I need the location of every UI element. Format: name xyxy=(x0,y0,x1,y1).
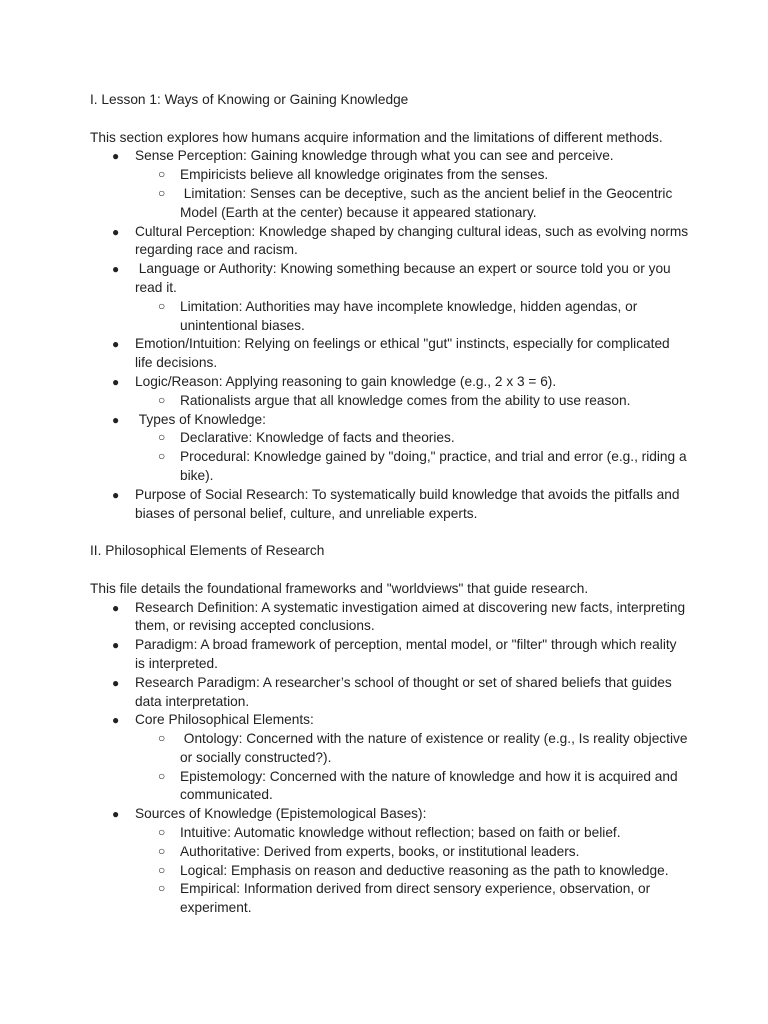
list-item xyxy=(90,147,690,222)
sub-list-item xyxy=(135,730,690,768)
list-item xyxy=(90,486,690,524)
list-item xyxy=(90,636,690,674)
list-item xyxy=(90,373,690,411)
filled-bullet-icon: ● xyxy=(112,638,120,653)
sub-list-item xyxy=(135,768,690,806)
list-item xyxy=(90,674,690,712)
sub-list-item-text: Empirical: Information derived from direct sensory experience, observation, or experiment. xyxy=(180,881,651,916)
sub-list-item-text: Empiricists believe all knowledge originates from the senses. xyxy=(180,167,549,183)
filled-bullet-icon: ● xyxy=(112,262,120,277)
sub-list-item-text: Procedural: Knowledge gained by "doing," practice, and trial and error (e.g., riding a bike). xyxy=(180,449,687,483)
filled-bullet-icon: ● xyxy=(112,600,120,615)
section-1-intro: This section explores how humans acquire information and the limitations of different methods. xyxy=(90,129,663,145)
blank-line xyxy=(90,561,690,580)
list-item-text: Purpose of Social Research: To systematically build knowledge that avoids the pitfalls and biases of personal belief, culture, and unreliable experts. xyxy=(135,486,680,521)
list-item-text: Research Paradigm: A researcher’s school of thought or set of shared beliefs that guides data interpretation. xyxy=(135,674,672,709)
filled-bullet-icon: ● xyxy=(112,337,120,352)
list-item-text: Sense Perception: Gaining knowledge through what you can see and perceive. xyxy=(135,148,614,164)
sub-list-item xyxy=(135,166,690,185)
filled-bullet-icon: ● xyxy=(112,149,120,164)
sub-list-item xyxy=(135,298,690,336)
list-item-text: Core Philosophical Elements: xyxy=(135,712,314,728)
filled-bullet-icon: ● xyxy=(112,713,120,728)
list-item-text: Paradigm: A broad framework of perception, mental model, or "filter" through which reality is interpreted. xyxy=(135,637,677,671)
hollow-bullet-icon: ○ xyxy=(158,768,166,783)
hollow-bullet-icon: ○ xyxy=(158,825,166,840)
hollow-bullet-icon: ○ xyxy=(158,862,166,877)
sub-list-item-text: Limitation: Senses can be deceptive, such as the ancient belief in the Geocentric Model (Earth at the center) because it appeared stationary. xyxy=(180,185,673,220)
section-2-intro: This file details the foundational frameworks and "worldviews" that guide research. xyxy=(90,580,589,596)
list-item xyxy=(90,411,690,486)
list-item-text: Types of Knowledge: xyxy=(135,411,266,427)
document-page xyxy=(90,91,690,918)
sub-list-item-text: Authoritative: Derived from experts, books, or institutional leaders. xyxy=(180,843,580,859)
filled-bullet-icon: ● xyxy=(112,224,120,239)
section-1-bullet-list xyxy=(90,147,690,523)
list-item-text: Research Definition: A systematic investigation aimed at discovering new facts, interpreting them, or revising accepted conclusions. xyxy=(135,599,686,634)
list-item-text: Sources of Knowledge (Epistemological Bases): xyxy=(135,806,427,822)
filled-bullet-icon: ● xyxy=(112,374,120,389)
sub-list-item-text: Intuitive: Automatic knowledge without reflection; based on faith or belief. xyxy=(180,825,621,841)
sub-list-item xyxy=(135,392,690,411)
hollow-bullet-icon: ○ xyxy=(158,843,166,858)
hollow-bullet-icon: ○ xyxy=(158,167,166,182)
filled-bullet-icon: ● xyxy=(112,807,120,822)
sub-list xyxy=(135,166,690,222)
filled-bullet-icon: ● xyxy=(112,487,120,502)
sub-list-item-text: Limitation: Authorities may have incomplete knowledge, hidden agendas, or unintentional biases. xyxy=(180,298,638,333)
blank-line xyxy=(90,110,690,129)
sub-list xyxy=(135,730,690,805)
hollow-bullet-icon: ○ xyxy=(158,430,166,445)
sub-list xyxy=(135,429,690,485)
sub-list-item xyxy=(135,429,690,448)
sub-list xyxy=(135,824,690,918)
list-item-text: Language or Authority: Knowing something because an expert or source told you or you read it. xyxy=(135,261,671,295)
hollow-bullet-icon: ○ xyxy=(158,731,166,746)
list-item xyxy=(90,599,690,637)
list-item-text: Emotion/Intuition: Relying on feelings or ethical "gut" instincts, especially for complicated life decisions. xyxy=(135,336,670,371)
section-2-heading: II. Philosophical Elements of Research xyxy=(90,543,325,559)
filled-bullet-icon: ● xyxy=(112,412,120,427)
section-2-bullet-list xyxy=(90,599,690,919)
sub-list-item xyxy=(135,824,690,843)
list-item xyxy=(90,805,690,918)
hollow-bullet-icon: ○ xyxy=(158,298,166,313)
sub-list-item xyxy=(135,880,690,918)
section-1-heading: I. Lesson 1: Ways of Knowing or Gaining Knowledge xyxy=(90,92,409,107)
sub-list-item xyxy=(135,185,690,223)
sub-list xyxy=(135,392,690,411)
sub-list-item xyxy=(135,862,690,881)
hollow-bullet-icon: ○ xyxy=(158,392,166,407)
sub-list-item-text: Rationalists argue that all knowledge comes from the ability to use reason. xyxy=(180,392,631,408)
sub-list-item-text: Logical: Emphasis on reason and deductive reasoning as the path to knowledge. xyxy=(180,862,669,878)
hollow-bullet-icon: ○ xyxy=(158,449,166,464)
blank-line xyxy=(90,523,690,542)
sub-list-item-text: Ontology: Concerned with the nature of existence or reality (e.g., Is reality objective or socially constructed?). xyxy=(180,731,688,765)
list-item xyxy=(90,335,690,373)
list-item-text: Cultural Perception: Knowledge shaped by changing cultural ideas, such as evolving norms regarding race and racism. xyxy=(135,223,689,258)
sub-list-item-text: Epistemology: Concerned with the nature of knowledge and how it is acquired and communicated. xyxy=(180,768,678,803)
hollow-bullet-icon: ○ xyxy=(158,881,166,896)
sub-list-item xyxy=(135,448,690,486)
list-item xyxy=(90,711,690,805)
sub-list-item-text: Declarative: Knowledge of facts and theories. xyxy=(180,430,455,446)
hollow-bullet-icon: ○ xyxy=(158,185,166,200)
list-item xyxy=(90,260,690,335)
filled-bullet-icon: ● xyxy=(112,675,120,690)
sub-list-item xyxy=(135,843,690,862)
sub-list xyxy=(135,298,690,336)
list-item xyxy=(90,223,690,261)
list-item-text: Logic/Reason: Applying reasoning to gain knowledge (e.g., 2 x 3 = 6). xyxy=(135,373,557,389)
